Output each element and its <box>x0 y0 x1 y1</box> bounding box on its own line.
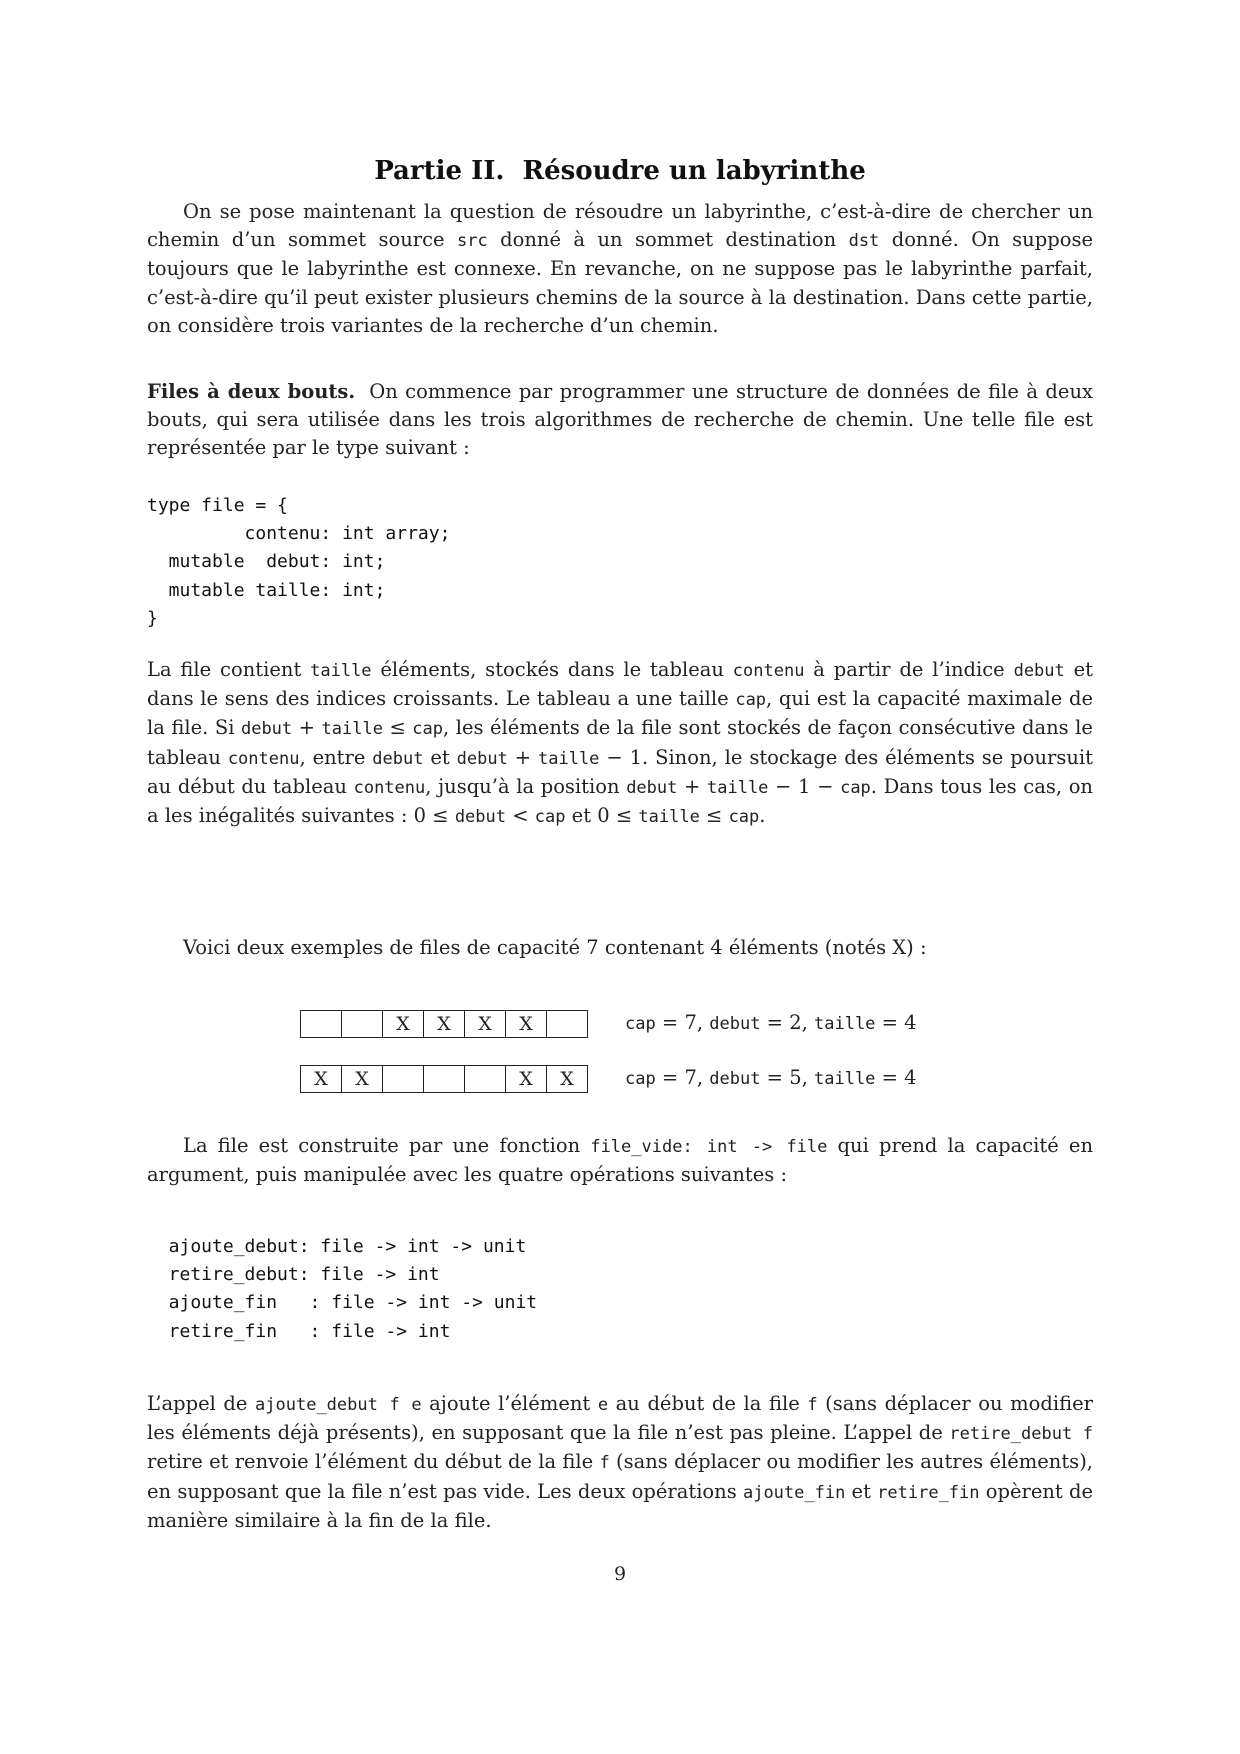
desc-c13: debut <box>626 777 678 798</box>
description-paragraph <box>147 656 1093 831</box>
final-t4: (sans déplacer ou modifier les éléments déjà présents), en supposant que la file n’est pas pleine. L’appel de <box>147 1392 1093 1445</box>
array-cell <box>424 1065 465 1093</box>
desc-c14: taille <box>707 777 769 798</box>
desc-t14: + <box>677 774 707 798</box>
construct-t1: La file est construite par une fonction <box>183 1134 591 1157</box>
part-name: Résoudre un labyrinthe <box>522 156 866 186</box>
desc-t18: et 0 ≤ <box>565 804 639 828</box>
desc-c1: taille <box>310 661 372 681</box>
final-t7: et <box>845 1479 878 1503</box>
desc-t10: et <box>423 745 457 769</box>
page <box>147 0 1093 1754</box>
debut-relation: = 2, <box>760 1011 814 1034</box>
desc-t8: , les éléments de la file sont stockés de façon consécutive dans le tableau <box>147 716 1093 769</box>
cap-relation: = 7, <box>655 1011 710 1034</box>
desc-t4: et dans le sens des indices croissants. Le tableau a une taille <box>147 658 1093 711</box>
desc-t3: à partir de l’indice <box>804 658 1014 681</box>
intro-text-2: donné à un sommet destination <box>487 228 849 252</box>
deque-paragraph <box>147 378 1093 463</box>
final-t8: opèrent de manière similaire à la fin de la file. <box>147 1479 1094 1532</box>
taille-relation: = 4 <box>875 1011 917 1034</box>
final-c2: e <box>597 1395 609 1415</box>
desc-c9: debut <box>372 748 424 769</box>
examples-intro: Voici deux exemples de files de capacité 7 contenant 4 éléments (notés X) : <box>183 936 927 959</box>
final-t5: retire et renvoie l’élément du début de la file <box>147 1450 600 1474</box>
desc-t1: La file contient <box>147 658 311 681</box>
desc-c10: debut <box>456 748 508 769</box>
final-paragraph <box>147 1390 1093 1535</box>
desc-c15: cap <box>840 777 871 798</box>
array-cell <box>465 1065 506 1093</box>
construct-paragraph <box>147 1132 1093 1189</box>
desc-t9: , entre <box>299 745 373 769</box>
desc-c11: taille <box>538 748 600 769</box>
desc-c3: debut <box>1013 661 1065 681</box>
array-cell <box>383 1065 424 1093</box>
desc-t6: + <box>292 716 322 740</box>
desc-t20: . <box>759 804 766 828</box>
desc-t17: < <box>506 804 535 828</box>
deque-example-1-caption <box>625 1009 917 1038</box>
desc-t7: ≤ <box>382 716 413 740</box>
intro-paragraph <box>147 198 1093 340</box>
final-c6: ajoute_fin <box>742 1482 846 1503</box>
desc-t19: ≤ <box>699 804 729 828</box>
desc-c7: cap <box>412 719 444 740</box>
deque-example-2-array <box>300 1065 588 1093</box>
section-title <box>147 156 1093 186</box>
array-cell <box>547 1010 588 1038</box>
final-c1: ajoute_debut f e <box>255 1395 422 1415</box>
intro-text-1: On se pose maintenant la question de résoudre un labyrinthe, c’est-à-dire de chercher un chemin d’un sommet source <box>147 200 1093 252</box>
desc-t12: − 1. Sinon, le stockage des éléments se poursuit au début du tableau <box>147 745 1093 798</box>
desc-c2: contenu <box>732 661 805 681</box>
desc-c4: cap <box>735 690 767 711</box>
final-c5: f <box>599 1453 610 1474</box>
construct-t2: qui prend la capacité en argument, puis manipulée avec les quatre opérations suivantes : <box>147 1134 1094 1187</box>
desc-t5: , qui est la capacité maximale de la file. Si <box>147 687 1093 740</box>
taille-relation: = 4 <box>875 1066 917 1089</box>
final-t1: L’appel de <box>147 1392 256 1415</box>
array-cell: X <box>506 1065 547 1093</box>
array-cell: X <box>506 1010 547 1038</box>
desc-c16: debut <box>454 807 506 828</box>
desc-t13: , jusqu’à la position <box>425 774 627 798</box>
debut-relation: = 5, <box>760 1066 814 1089</box>
desc-t16: . Dans tous les cas, on a les inégalités suivantes : 0 ≤ <box>147 774 1093 828</box>
taille-label: taille <box>814 1069 876 1089</box>
deque-example-2-caption <box>625 1064 917 1093</box>
debut-label: debut <box>709 1014 761 1034</box>
desc-c6: taille <box>321 719 383 740</box>
final-c3: f <box>807 1395 818 1415</box>
operations-code: ajoute_debut: file -> int -> unit retire_debut: file -> int ajoute_fin : file -> int -> unit retire_fin : file -> int <box>168 1236 538 1342</box>
array-cell: X <box>342 1065 383 1093</box>
desc-t11: + <box>507 745 538 769</box>
desc-c17: cap <box>534 807 566 828</box>
final-t3: au début de la file <box>608 1392 808 1415</box>
desc-c18: taille <box>638 807 700 828</box>
array-cell <box>342 1010 383 1038</box>
final-c7: retire_fin <box>877 1482 980 1503</box>
code-src: src <box>456 231 488 252</box>
intro-text-3: donné. On suppose toujours que le labyrinthe est connexe. En revanche, on ne suppose pas le labyrinthe parfait, c’est-à-dire qu’il peut exister plusieurs chemins de la source à la destination. Dans cette partie, on considère trois variantes de la recherche d’un chemin. <box>147 228 1093 337</box>
final-t6: (sans déplacer ou modifier les autres éléments), en supposant que la file n’est pas vide. Les deux opérations <box>147 1450 1093 1503</box>
construct-code: file_vide: int -> file <box>590 1137 828 1157</box>
array-cell: X <box>424 1010 465 1038</box>
desc-c5: debut <box>240 719 293 740</box>
array-cell <box>301 1010 342 1038</box>
part-number: Partie II. <box>374 156 505 186</box>
desc-t15: − 1 − <box>768 774 841 798</box>
debut-label: debut <box>709 1069 761 1089</box>
array-cell: X <box>547 1065 588 1093</box>
deque-heading: Files à deux bouts. <box>147 380 356 403</box>
array-cell: X <box>383 1010 424 1038</box>
deque-example-1-array <box>300 1010 588 1038</box>
desc-c8: contenu <box>227 748 300 769</box>
taille-label: taille <box>814 1014 876 1034</box>
array-cell: X <box>301 1065 342 1093</box>
cap-relation: = 7, <box>655 1066 710 1089</box>
desc-c12: contenu <box>353 777 426 798</box>
desc-c19: cap <box>728 807 760 828</box>
cap-label: cap <box>625 1014 656 1034</box>
final-c4: retire_debut f <box>949 1424 1093 1445</box>
type-definition-code: type file = { contenu: int array; mutable debut: int; mutable taille: int; } <box>147 495 451 629</box>
final-t2: ajoute l’élément <box>421 1392 598 1415</box>
deque-text: On commence par programmer une structure de données de file à deux bouts, qui sera utilisée dans les trois algorithmes de recherche de chemin. Une telle file est représentée par le type suivant : <box>147 380 1094 460</box>
desc-t2: éléments, stockés dans le tableau <box>371 658 733 681</box>
array-cell: X <box>465 1010 506 1038</box>
cap-label: cap <box>625 1069 656 1089</box>
page-number: 9 <box>613 1563 627 1585</box>
code-dst: dst <box>848 231 880 252</box>
